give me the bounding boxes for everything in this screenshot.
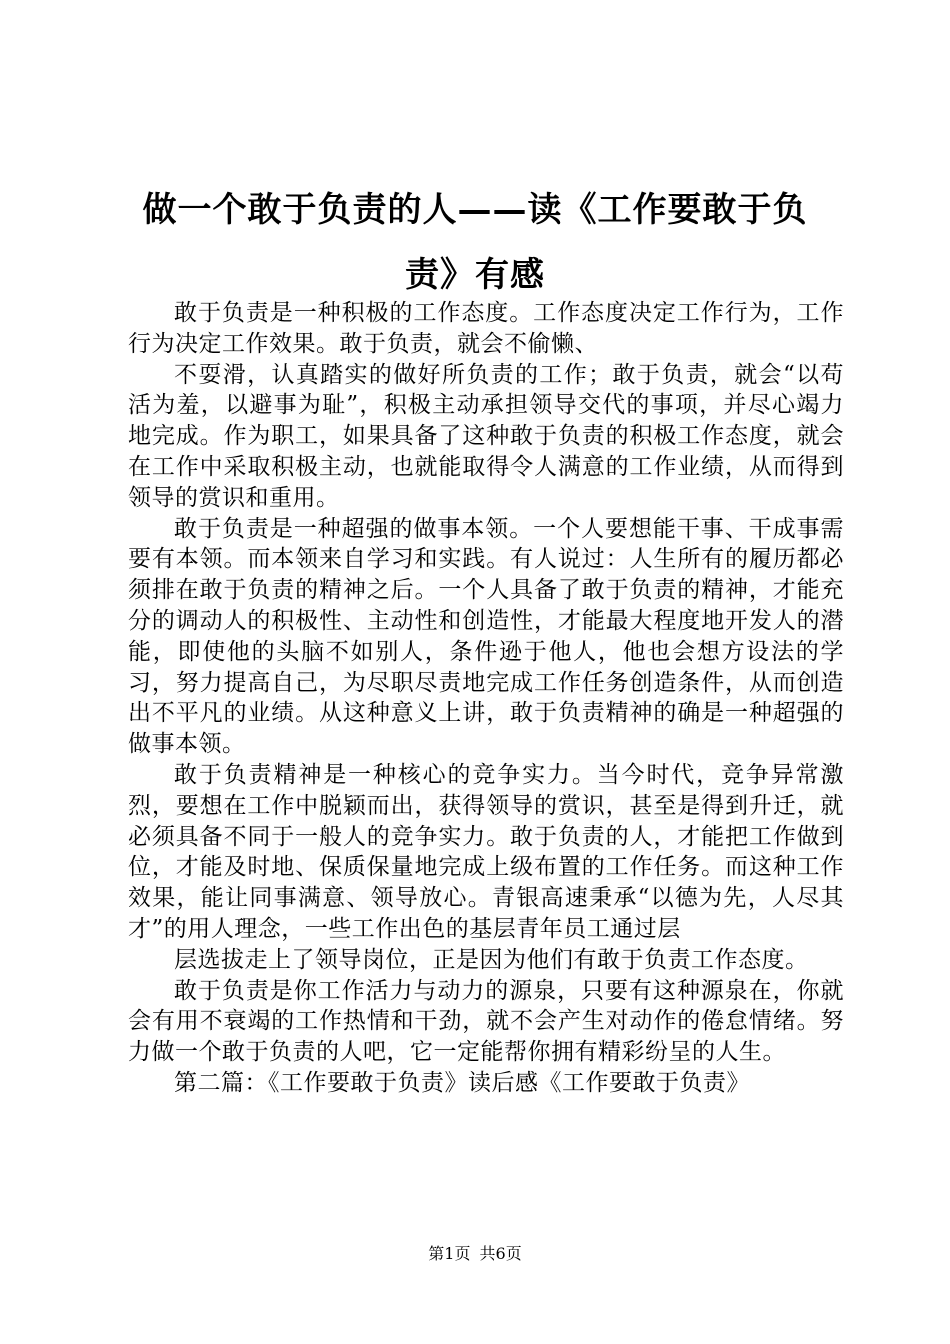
page-footer — [0, 1242, 950, 1266]
page-number: 第1页 — [428, 1244, 471, 1263]
paragraph: 第二篇：《工作要敢于负责》读后感《工作要敢于负责》 — [174, 1069, 750, 1096]
document-title-line-1: 做一个敢于负责的人——读《工作要敢于负 — [142, 190, 808, 230]
paragraph: 敢于负责是一种超强的做事本领。一个人要想能干事、干成事需要有本领。而本领来自学习和实践。有人说过：人生所有的履历都必须排在敢于负责的精神之后。一个人具备了敢于负责的精神，才能充分的调动人的积极性、主动性和创造性，才能最大程度地开发人的潜能，即使他的头脑不如别人，条件逊于他人，他也会想方设法的学习，努力提高自己，为尽职尽责地完成工作任务创造条件，从而创造出不平凡的业绩。从这种意义上讲，敢于负责精神的确是一种超强的做事本领。 — [128, 515, 844, 758]
document-body — [128, 298, 844, 1099]
paragraph: 敢于负责精神是一种核心的竞争实力。当今时代，竞争异常激烈，要想在工作中脱颖而出，获得领导的赏识，甚至是得到升迁，就必须具备不同于一般人的竞争实力。敢于负责的人，才能把工作做到位，才能及时地、保质保量地完成上级布置的工作任务。而这种工作效果，能让同事满意、领导放心。青银高速秉承“以德为先，人尽其才”的用人理念，一些工作出色的基层青年员工通过层 — [128, 761, 844, 942]
paragraph: 不耍滑，认真踏实的做好所负责的工作；敢于负责，就会“以苟活为羞，以避事为耻”，积极主动承担领导交代的事项，并尽心竭力地完成。作为职工，如果具备了这种敢于负责的积极工作态度，就会在工作中采取积极主动，也就能取得令人满意的工作业绩，从而得到领导的赏识和重用。 — [128, 361, 844, 511]
paragraph: 敢于负责是你工作活力与动力的源泉，只要有这种源泉在，你就会有用不衰竭的工作热情和干劲，就不会产生对动作的倦怠情绪。努力做一个敢于负责的人吧，它一定能帮你拥有精彩纷呈的人生。 — [128, 977, 844, 1066]
page-total: 共6页 — [479, 1244, 522, 1263]
paragraph: 层选拔走上了领导岗位，正是因为他们有敢于负责工作态度。 — [174, 946, 809, 973]
document-title-line-2: 责》有感 — [405, 255, 545, 295]
paragraph: 敢于负责是一种积极的工作态度。工作态度决定工作行为，工作行为决定工作效果。敢于负责，就会不偷懒、 — [128, 300, 844, 357]
